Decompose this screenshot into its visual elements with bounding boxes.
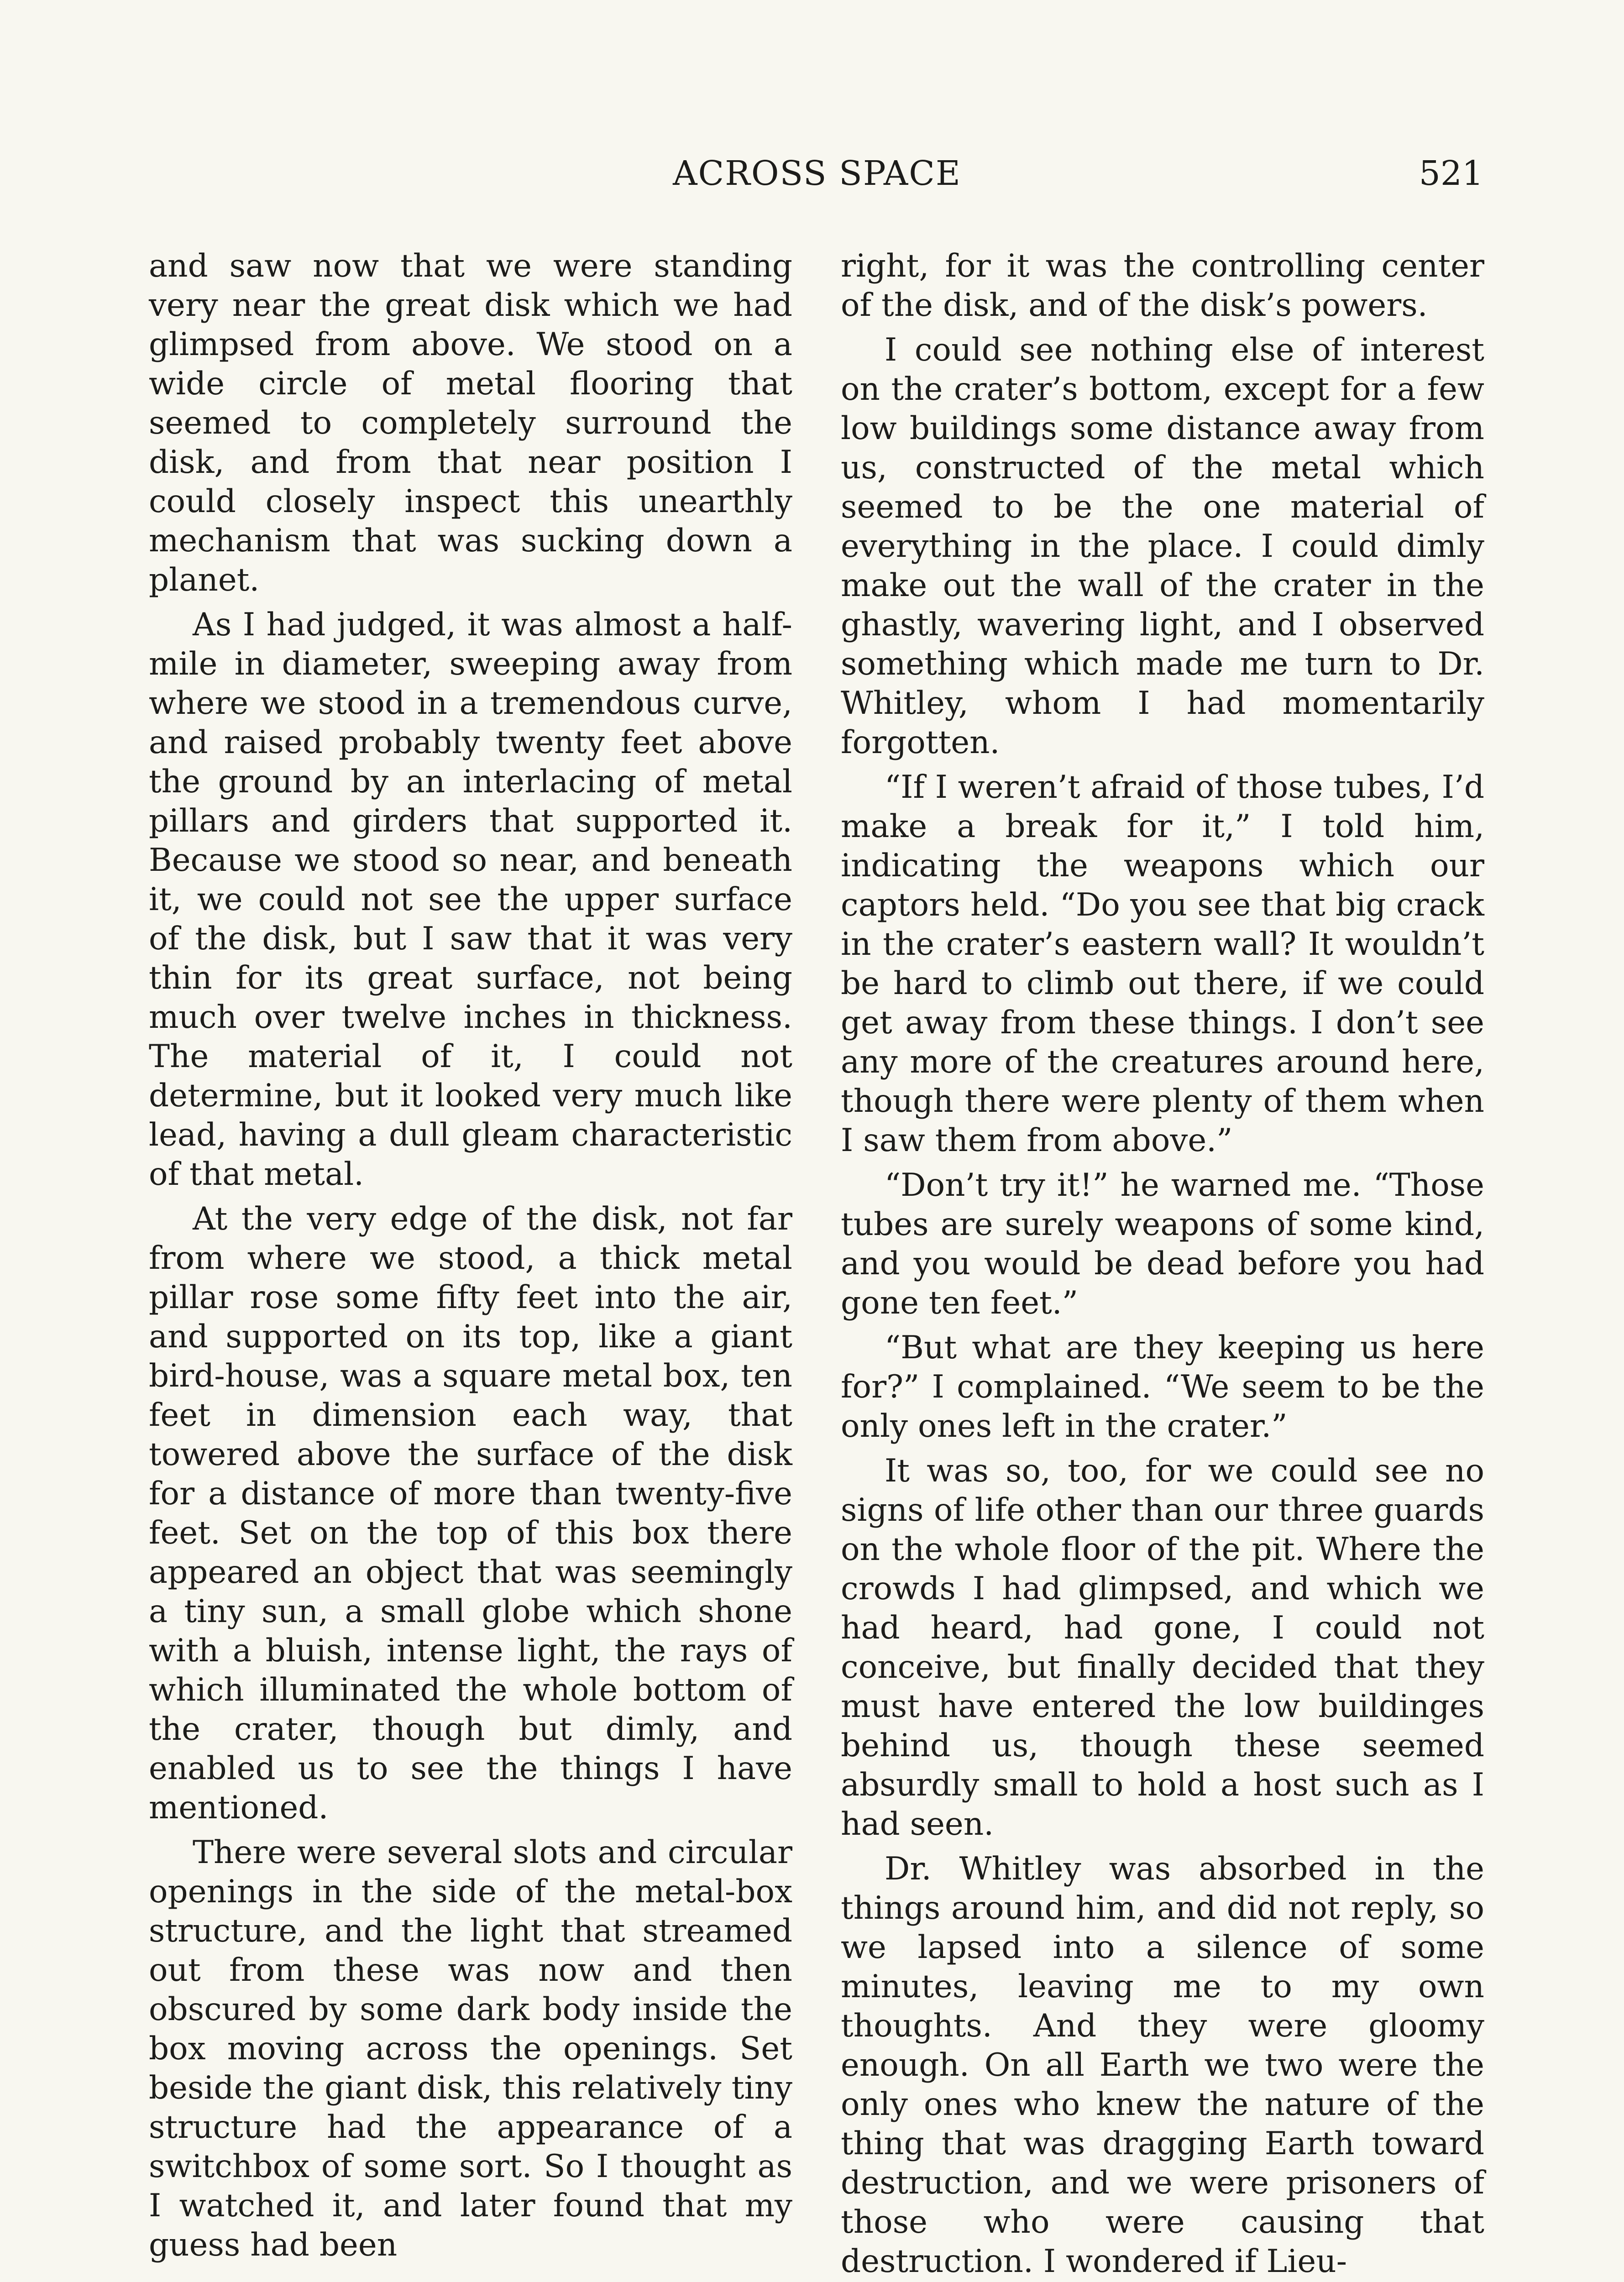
paragraph: Dr. Whitley was absorbed in the things around him, and did not reply, so we lapsed into a silence of some minutes, leaving me to my own thoughts. And they were gloomy enough. On all Earth we two were the only ones who knew the nature of the thing that was dragging Earth toward destruction, and we were prisoners of those who were causing that destruction. I wondered if Lieu- xyxy=(841,1851,1484,2280)
paragraph: It was so, too, for we could see no signs of life other than our three guards on the whole floor of the pit. Where the crowds I had glimpsed, and which we had heard, had gone, I could not conceive, but finally decided that they must have entered the low buildinges behind us, though these seemed absurdly small to hold a host such as I had seen. xyxy=(841,1453,1484,1842)
page-number: 521 xyxy=(1419,154,1483,193)
paragraph: right, for it was the controlling center of the disk, and of the disk’s powers. xyxy=(841,248,1484,324)
paragraph: As I had judged, it was almost a half-mile in diameter, sweeping away from where we stood in a tremendous curve, and raised probably twenty feet above the ground by an interlacing of metal pillars and girders that supported it. Because we stood so near, and beneath it, we could not see the upper surface of the disk, but I saw that it was very thin for its great surface, not being much over twelve inches in thickness. The material of it, I could not determine, but it looked very much like lead, having a dull gleam characteristic of that metal. xyxy=(149,607,792,1193)
running-title: ACROSS SPACE xyxy=(673,154,961,193)
paragraph: “Don’t try it!” he warned me. “Those tubes are surely weapons of some kind, and you would be dead before you had gone ten feet.” xyxy=(841,1167,1484,1321)
left-column xyxy=(149,246,792,2270)
paragraph: “If I weren’t afraid of those tubes, I’d make a break for it,” I told him, indicating the weapons which our captors held. “Do you see that big crack in the crater’s eastern wall? It wouldn’t be hard to climb out there, if we could get away from these things. I don’t see any more of the creatures around here, though there were plenty of them when I saw them from above.” xyxy=(841,769,1484,1159)
paragraph: and saw now that we were standing very near the great disk which we had glimpsed from above. We stood on a wide circle of metal flooring that seemed to completely surround the disk, and from that near position I could closely inspect this unearthly mechanism that was sucking down a planet. xyxy=(149,248,792,598)
right-column xyxy=(841,246,1484,2282)
paragraph: I could see nothing else of interest on the crater’s bottom, except for a few low buildings some distance away from us, constructed of the metal which seemed to be the one material of everything in the place. I could dimly make out the wall of the crater in the ghastly, wavering light, and I observed something which made me turn to Dr. Whitley, whom I had momentarily forgotten. xyxy=(841,332,1484,761)
paragraph: “But what are they keeping us here for?” I complained. “We seem to be the only ones left in the crater.” xyxy=(841,1329,1484,1445)
paragraph: At the very edge of the disk, not far from where we stood, a thick metal pillar rose some fifty feet into the air, and supported on its top, like a giant bird-house, was a square metal box, ten feet in dimension each way, that towered above the surface of the disk for a distance of more than twenty-five feet. Set on the top of this box there appeared an object that was seemingly a tiny sun, a small globe which shone with a bluish, intense light, the rays of which illuminated the whole bottom of the crater, though but dimly, and enabled us to see the things I have mentioned. xyxy=(149,1201,792,1826)
paragraph: There were several slots and circular openings in the side of the metal-box structure, and the light that streamed out from these was now and then obscured by some dark body inside the box moving across the openings. Set beside the giant disk, this relatively tiny structure had the appearance of a switchbox of some sort. So I thought as I watched it, and later found that my guess had been xyxy=(149,1834,792,2263)
running-header xyxy=(151,151,1483,196)
